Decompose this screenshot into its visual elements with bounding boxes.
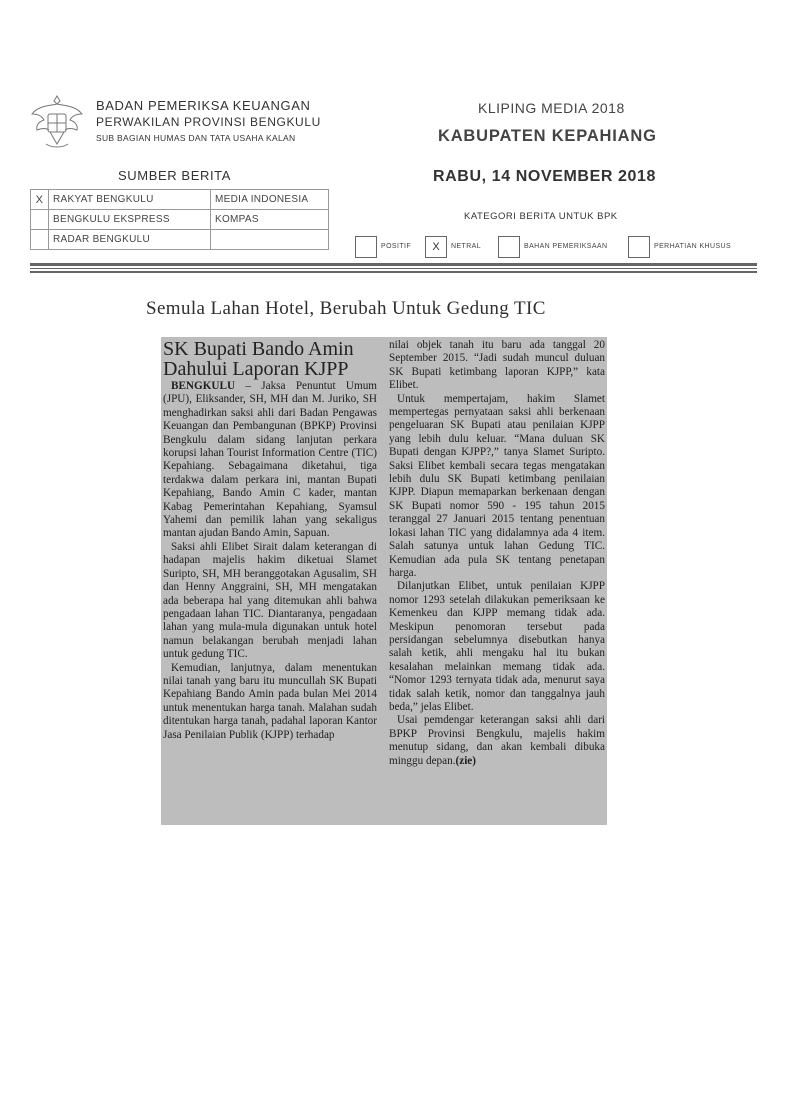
kabupaten-title: KABUPATEN KEPAHIANG — [438, 127, 657, 145]
category-label: POSITIF — [381, 243, 412, 250]
sources-table — [30, 189, 329, 250]
category-checkbox-positif — [355, 236, 377, 258]
article-column-right — [389, 339, 605, 768]
subheadline-line: SK Bupati Bando Amin — [163, 338, 354, 360]
source-row — [31, 230, 329, 250]
article-headline: Semula Lahan Hotel, Berubah Untuk Gedung TIC — [146, 298, 546, 319]
category-title: KATEGORI BERITA UNTUK BPK — [464, 211, 618, 222]
category-checkbox-netral — [425, 236, 447, 258]
article-paragraph: nilai objek tanah itu baru ada tanggal 20 September 2015. “Jadi sudah muncul duluan SK Bupati ketimbang laporan KJPP,” kata Elibet. — [389, 339, 605, 392]
paragraph-text: Usai pemdengar keterangan saksi ahli dari BPKP Provinsi Bengkulu, majelis hakim menutup sidang, dan akan kembali dibuka minggu depan. — [389, 714, 605, 767]
author-signature: (zie) — [455, 754, 476, 767]
source-name: MEDIA INDONESIA — [211, 190, 329, 210]
header-divider — [30, 271, 757, 273]
article-paragraph: Saksi ahli Elibet Sirait dalam keterangan di hadapan majelis hakim diketuai Slamet Suripto, SH, MH beranggotakan Agusalim, SH dan Henny Anggraini, SH, MH mengatakan ada beberapa hal yang ditemukan ahli bahwa pengadaan lahan TIC. Diantaranya, pengadaan lahan yang mula-mula digunakan untuk hotel namun belakangan berubah menjadi lahan untuk gedung TIC. — [163, 540, 377, 661]
source-name: RADAR BENGKULU — [49, 230, 211, 250]
source-name — [211, 230, 329, 250]
source-name: BENGKULU EKSPRESS — [49, 210, 211, 230]
article-column-left — [163, 380, 377, 742]
article-paragraph — [389, 714, 605, 768]
category-checkbox-perhatian-khusus — [628, 236, 650, 258]
garuda-emblem-logo — [28, 92, 86, 152]
source-mark — [31, 210, 49, 230]
sources-title: SUMBER BERITA — [118, 168, 232, 183]
article-subheadline — [163, 339, 354, 379]
article-paragraph: Dilanjutkan Elibet, untuk penilaian KJPP nomor 1293 setelah dilakukan pemeriksaan ke Kemenkeu dan KJPP memang tidak ada. Meskipun penomoran tersebut pada persidangan sebelumnya disebutkan hanya salah ketik, ahli mengaku hal itu bukan kesalahan melainkan memang tidak ada. “Nomor 1293 ternyata tidak ada, menurut saya tidak salah ketik, nomor dan tanggalnya jauh beda,” jelas Elibet. — [389, 580, 605, 713]
header-divider — [30, 263, 757, 266]
source-mark — [31, 230, 49, 250]
category-mark: X — [432, 241, 440, 253]
article-paragraph: Kemudian, lanjutnya, dalam menentukan nilai tanah yang baru itu muncullah SK Bupati Kepahiang Bando Amin pada bulan Mei 2014 untuk menentukan harga tanah. Malahan sudah ditentukan harga tanah, padahal laporan Kantor Jasa Penilaian Publik (KJPP) terhadap — [163, 661, 377, 741]
source-mark: X — [31, 190, 49, 210]
clipping-date: RABU, 14 NOVEMBER 2018 — [433, 168, 657, 185]
org-branch: PERWAKILAN PROVINSI BENGKULU — [96, 115, 321, 129]
category-label: NETRAL — [451, 243, 482, 250]
paragraph-text: – Jaksa Penuntut Umum (JPU), Eliksander, SH, MH dan M. Juriko, SH menghadirkan saksi ahli dari Badan Pengawas Keuangan dan Pembangunan (BPKP) Provinsi Bengkulu dalam sidang lanjutan perkara korupsi lahan Tourist Information Centre (TIC) Kepahiang. Sebagaimana diketahui, tiga terdakwa dalam perkara ini, mantan Bupati Kepahiang, Bando Amin C kader, mantan Kabag Pemerintahan Kepahiang, Syamsul Yahemi dan pemilik lahan yang sekaligus mantan ajudan Bando Amin, Sapuan. — [163, 380, 377, 540]
category-label: PERHATIAN KHUSUS — [654, 243, 732, 250]
category-label: BAHAN PEMERIKSAAN — [524, 243, 608, 250]
dateline: BENGKULU — [171, 380, 236, 392]
source-row — [31, 210, 329, 230]
header-divider-thin — [30, 268, 757, 269]
source-name: KOMPAS — [211, 210, 329, 230]
kliping-title: KLIPING MEDIA 2018 — [478, 100, 625, 116]
org-name: BADAN PEMERIKSA KEUANGAN — [96, 98, 311, 113]
article-paragraph — [163, 380, 377, 541]
category-checkbox-bahan-pemeriksaan — [498, 236, 520, 258]
source-name: RAKYAT BENGKULU — [49, 190, 211, 210]
subheadline-line: Dahului Laporan KJPP — [163, 358, 349, 380]
article-paragraph: Untuk mempertajam, hakim Slamet mempertegas pernyataan saksi ahli berkenaan pengeluaran SK Bupati atau penilaian KJPP yang lebih dulu keluar. “Mana duluan SK Bupati dengan KJPP?,” tanya Slamet Suripto. Saksi Elibet kembali secara tegas mengatakan lebih dulu SK Bupati ketimbang penilaian KJPP. Diapun memaparkan berkenaan dengan SK Bupati nomor 590 - 195 tahun 2015 teranggal 27 Januari 2015 tentang penentuan lokasi lahan TIC yang didalamnya ada 4 item. Salah satunya untuk lahan Gedung TIC. Kemudian ada pula SK tentang penetapan harga. — [389, 392, 605, 579]
source-row — [31, 190, 329, 210]
org-subdivision: SUB BAGIAN HUMAS DAN TATA USAHA KALAN — [96, 133, 296, 143]
